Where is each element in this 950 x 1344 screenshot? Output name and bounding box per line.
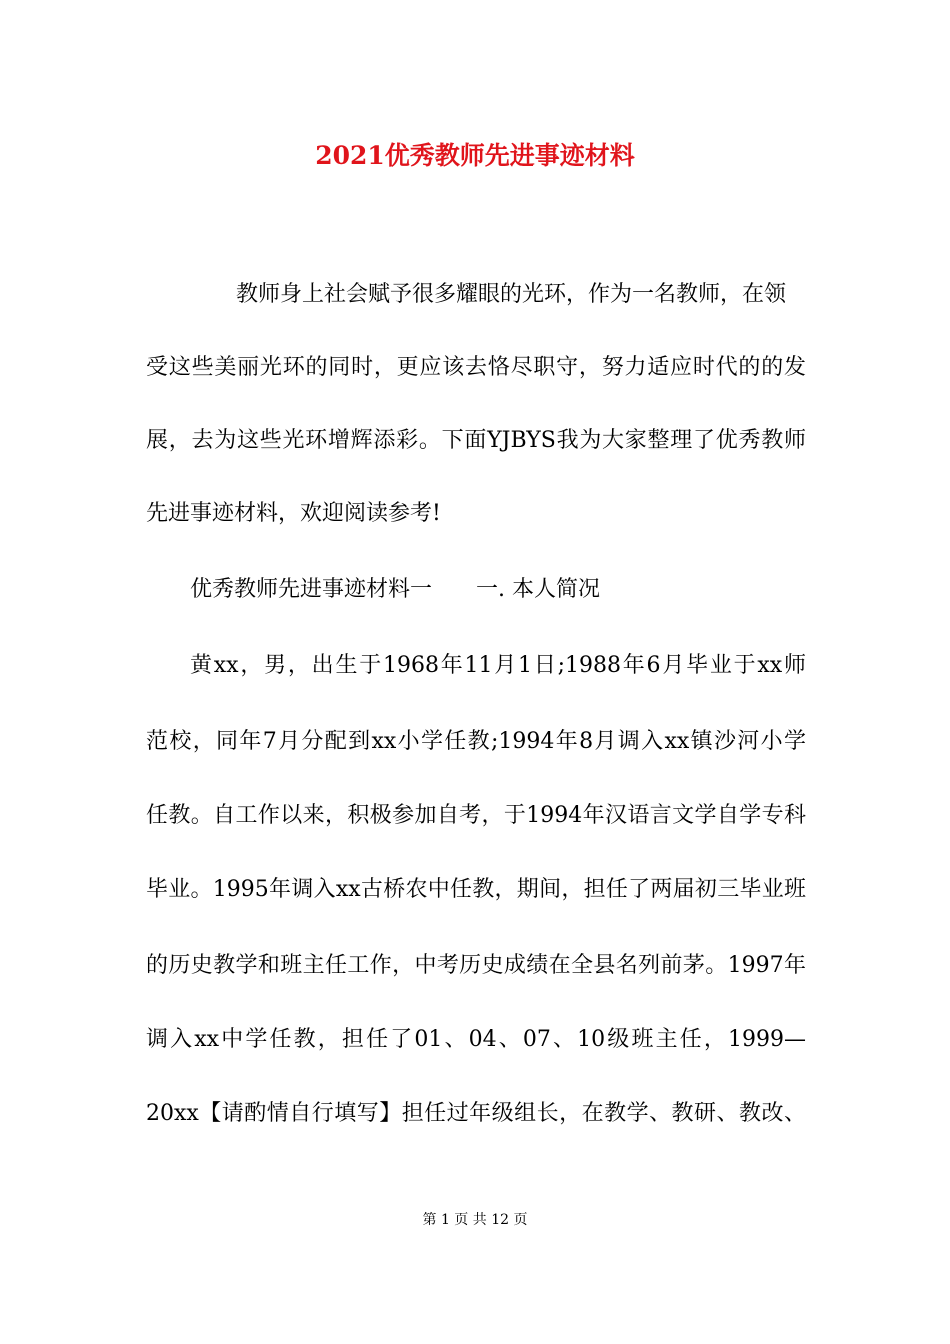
paragraph-line: 黄xx，男，出生于1968年11月1日;1988年6月毕业于xx师	[190, 653, 806, 678]
paragraph-line: 先进事迹材料，欢迎阅读参考!	[146, 501, 441, 526]
paragraph-line: 任教。自工作以来，积极参加自考，于1994年汉语言文学自学专科	[146, 803, 806, 828]
paragraph-line: 毕业。1995年调入xx古桥农中任教，期间，担任了两届初三毕业班	[146, 877, 806, 902]
paragraph-line: 调入xx中学任教，担任了01、04、07、10级班主任，1999—	[146, 1027, 806, 1052]
document-title: 2021优秀教师先进事迹材料	[315, 141, 635, 170]
page-footer: 第 1 页 共 12 页	[422, 1212, 528, 1228]
paragraph-line: 受这些美丽光环的同时，更应该去恪尽职守，努力适应时代的的发	[146, 355, 806, 380]
section-heading: 优秀教师先进事迹材料一 一. 本人简况	[190, 577, 600, 602]
paragraph-line: 的历史教学和班主任工作，中考历史成绩在全县名列前茅。1997年	[146, 953, 806, 978]
paragraph-line: 范校，同年7月分配到xx小学任教;1994年8月调入xx镇沙河小学	[146, 729, 806, 754]
paragraph-line: 展，去为这些光环增辉添彩。下面YJBYS我为大家整理了优秀教师	[146, 428, 806, 453]
paragraph-line: 20xx【请酌情自行填写】担任过年级组长，在教学、教研、教改、	[146, 1101, 806, 1126]
paragraph-line: 教师身上社会赋予很多耀眼的光环，作为一名教师，在领	[236, 282, 787, 307]
